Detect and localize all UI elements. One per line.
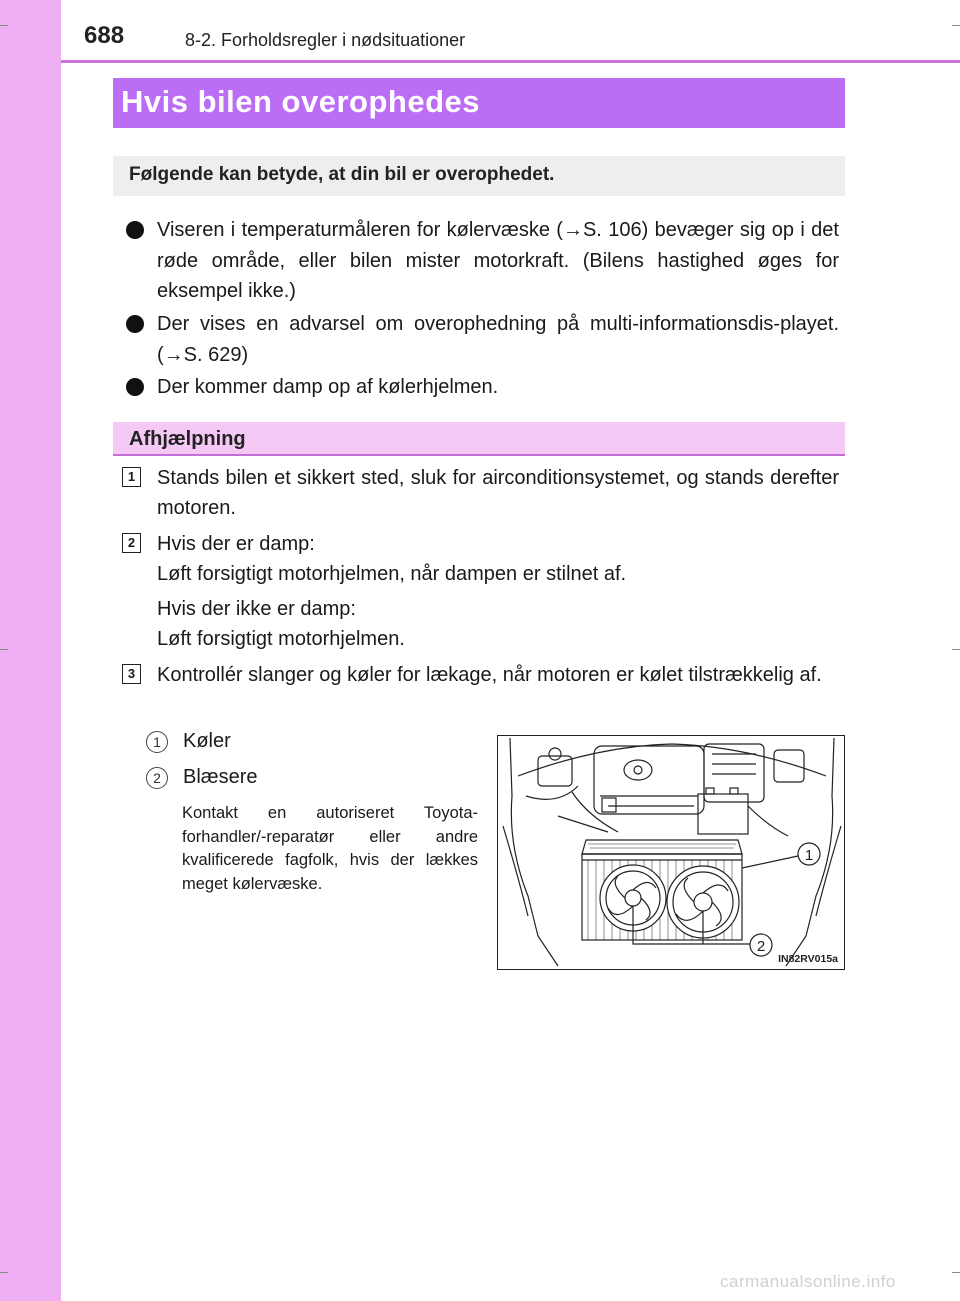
symptom-item	[126, 215, 839, 307]
figure-id: IN82RV015a	[778, 953, 838, 965]
bullet-icon	[126, 221, 144, 239]
crop-mark	[0, 25, 8, 26]
header-rule	[61, 60, 960, 63]
crop-mark	[952, 1272, 960, 1273]
legend-label: Køler	[183, 730, 231, 752]
engine-bay-drawing	[498, 736, 845, 970]
crop-mark	[0, 649, 8, 650]
note-text: Kontakt en autoriseret Toyota-forhandler/-reparatør eller andre kvalificerede fagfolk, hvis der lækkes meget kølervæske.	[182, 804, 478, 893]
crop-mark	[952, 649, 960, 650]
step-text: Hvis der er damp:	[157, 533, 315, 555]
page-number: 688	[84, 22, 125, 49]
page-title: Hvis bilen overophedes	[121, 84, 480, 119]
symptom-text: Der kommer damp op af kølerhjelmen.	[157, 376, 499, 398]
callout-1-label: 1	[804, 847, 814, 864]
title-bar	[113, 78, 845, 128]
symptom-text: Der vises en advarsel om overophedning på multi-informationsdis-playet. (→S. 629)	[157, 313, 839, 366]
crop-mark	[952, 25, 960, 26]
step-text: Kontrollér slanger og køler for lækage, når motoren er kølet tilstrækkelig af.	[157, 664, 822, 686]
section-label: 8-2. Forholdsregler i nødsituationer	[185, 30, 466, 50]
callout-2-label: 2	[756, 938, 766, 955]
step-text: Hvis der ikke er damp:	[157, 598, 356, 620]
step-number-box: 1	[122, 467, 141, 487]
symptom-item	[126, 372, 839, 403]
step-number-box: 3	[122, 664, 141, 684]
remedy-header	[113, 422, 845, 456]
step-text: Løft forsigtigt motorhjelmen, når dampen er stilnet af.	[157, 563, 627, 585]
watermark: carmanualsonline.info	[720, 1272, 896, 1291]
symptom-text: Viseren i temperaturmåleren for kølervæske (→S. 106) bevæger sig op i det røde område, eller bilen mister motorkraft. (Bilens hastighed øges for eksempel ikke.)	[157, 219, 839, 302]
step-number-box: 2	[122, 533, 141, 553]
page-margin-sidebar	[0, 0, 61, 1301]
legend-number: 1	[146, 731, 168, 753]
legend-label: Blæsere	[183, 766, 258, 788]
step-text: Stands bilen et sikkert sted, sluk for airconditionsystemet, og stands derefter motoren.	[157, 467, 839, 519]
summary-box	[113, 156, 845, 196]
bullet-icon	[126, 315, 144, 333]
legend-number: 2	[146, 767, 168, 789]
symptom-item	[126, 309, 839, 370]
crop-mark	[0, 1272, 8, 1273]
engine-bay-illustration	[497, 735, 845, 970]
bullet-icon	[126, 378, 144, 396]
summary-text: Følgende kan betyde, at din bil er overophedet.	[129, 164, 555, 185]
remedy-header-text: Afhjælpning	[129, 428, 246, 450]
step-text: Løft forsigtigt motorhjelmen.	[157, 628, 405, 650]
